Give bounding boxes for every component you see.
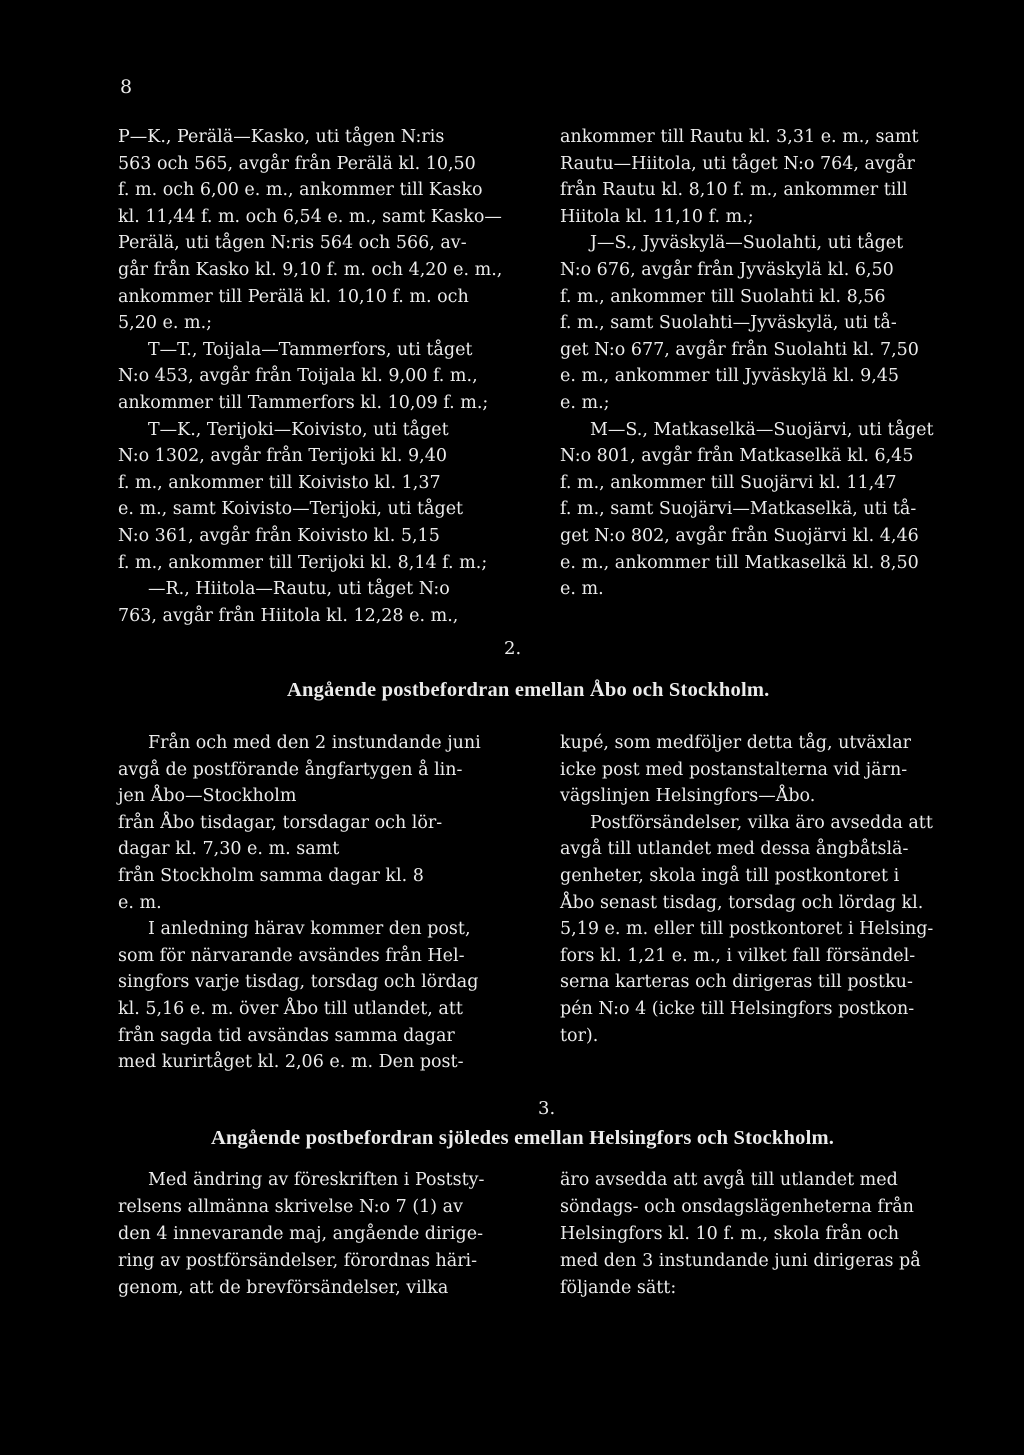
text-line: ankommer till Rautu kl. 3,31 e. m., samt (560, 127, 919, 147)
text-line: e. m., ankommer till Jyväskylä kl. 9,45 (560, 366, 900, 387)
section2-right-column (560, 730, 980, 1049)
text-line: 5,20 e. m.; (118, 313, 213, 334)
text-line: ankommer till Perälä kl. 10,10 f. m. och (118, 286, 469, 307)
text-line: Helsingfors kl. 10 f. m., skola från och (560, 1224, 900, 1244)
text-line: Perälä, uti tågen N:ris 564 och 566, av- (118, 233, 467, 254)
text-line: N:o 676, avgår från Jyväskylä kl. 6,50 (560, 259, 894, 280)
text-line: 563 och 565, avgår från Perälä kl. 10,50 (118, 153, 476, 174)
text-line: T—T., Toijala—Tammerfors, uti tåget (148, 339, 473, 360)
text-line: J—S., Jyväskylä—Suolahti, uti tåget (590, 233, 904, 254)
text-line: som för närvarande avsändes från Hel- (118, 945, 465, 966)
text-line: f. m. och 6,00 e. m., ankommer till Kasko (118, 180, 483, 201)
text-line: Hiitola kl. 11,10 f. m.; (560, 206, 754, 227)
text-line: söndags- och onsdagslägenheterna från (560, 1197, 914, 1217)
text-line: går från Kasko kl. 9,10 f. m. och 4,20 e. m., (118, 259, 503, 280)
text-line: genom, att de brevförsändelser, vilka (118, 1278, 449, 1298)
text-line: icke post med postanstalterna vid järn- (560, 759, 908, 780)
text-line: Åbo senast tisdag, torsdag och lördag kl. (560, 892, 924, 913)
text-line: avgå de postförande ångfartygen å lin- (118, 759, 463, 780)
text-line: get N:o 802, avgår från Suojärvi kl. 4,46 (560, 525, 919, 546)
text-line: ring av postförsändelser, förordnas häri- (118, 1251, 478, 1271)
text-line: e. m., samt Koivisto—Terijoki, uti tåget (118, 499, 464, 520)
text-line: T—K., Terijoki—Koivisto, uti tåget (148, 419, 449, 440)
text-line: serna karteras och dirigeras till postku- (560, 972, 913, 993)
text-line: ankommer till Tammerfors kl. 10,09 f. m.; (118, 392, 489, 413)
text-line: tor). (560, 1025, 599, 1046)
text-line: e. m. (118, 892, 162, 913)
text-line: kl. 5,16 e. m. över Åbo till utlandet, att (118, 998, 463, 1019)
page-number: 8 (120, 76, 133, 98)
section2-left-column (118, 730, 532, 1076)
text-line: från Åbo tisdagar, torsdagar och lör- (118, 812, 443, 833)
text-line: —R., Hiitola—Rautu, uti tåget N:o (148, 579, 450, 600)
text-line: från Stockholm samma dagar kl. 8 (118, 865, 424, 886)
text-line: med kurirtåget kl. 2,06 e. m. Den post- (118, 1052, 464, 1073)
text-line: från Rautu kl. 8,10 f. m., ankommer till (560, 180, 908, 201)
section1-right-column (560, 124, 980, 603)
text-line: följande sätt: (560, 1278, 677, 1298)
text-line: Från och med den 2 instundande juni (148, 733, 481, 753)
text-line: P—K., Perälä—Kasko, uti tågen N:ris (118, 127, 445, 147)
text-line: f. m., samt Suolahti—Jyväskylä, uti tå- (560, 313, 897, 334)
text-line: 763, avgår från Hiitola kl. 12,28 e. m., (118, 605, 459, 626)
section2-number: 2. (504, 638, 522, 659)
text-line: f. m., ankommer till Terijoki kl. 8,14 f. m.; (118, 552, 488, 573)
text-line: singfors varje tisdag, torsdag och lördag (118, 972, 479, 993)
text-line: vägslinjen Helsingfors—Åbo. (560, 786, 816, 807)
section3-left-column (118, 1167, 532, 1302)
text-line: Postförsändelser, vilka äro avsedda att (590, 812, 933, 833)
text-line: relsens allmänna skrivelse N:o 7 (1) av (118, 1197, 464, 1217)
section3-heading: Angående postbefordran sjöledes emellan Helsingfors och Stockholm. (211, 1127, 835, 1149)
text-line: Med ändring av föreskriften i Poststy- (148, 1170, 485, 1190)
text-line: 5,19 e. m. eller till postkontoret i Helsing- (560, 919, 934, 940)
text-line: N:o 801, avgår från Matkaselkä kl. 6,45 (560, 446, 914, 467)
text-line: kupé, som medföljer detta tåg, utväxlar (560, 733, 912, 753)
text-line: den 4 innevarande maj, angående dirige- (118, 1224, 483, 1244)
text-line: pén N:o 4 (icke till Helsingfors postkon- (560, 998, 915, 1019)
text-line: avgå till utlandet med dessa ångbåtslä- (560, 839, 909, 860)
text-line: dagar kl. 7,30 e. m. samt (118, 839, 340, 860)
section2-heading: Angående postbefordran emellan Åbo och Stockholm. (287, 679, 770, 701)
text-line: f. m., samt Suojärvi—Matkaselkä, uti tå- (560, 499, 917, 520)
text-line: genheter, skola ingå till postkontoret i (560, 865, 900, 886)
section3-number: 3. (538, 1098, 556, 1119)
text-line: e. m., ankommer till Matkaselkä kl. 8,50 (560, 552, 919, 573)
section1-left-column (118, 124, 532, 629)
text-line: e. m.; (560, 392, 610, 413)
text-line: f. m., ankommer till Koivisto kl. 1,37 (118, 472, 441, 493)
text-line: Rautu—Hiitola, uti tåget N:o 764, avgår (560, 153, 915, 174)
text-line: f. m., ankommer till Suolahti kl. 8,56 (560, 286, 886, 307)
text-line: N:o 453, avgår från Toijala kl. 9,00 f. m., (118, 366, 478, 387)
text-line: från sagda tid avsändas samma dagar (118, 1025, 455, 1046)
text-line: get N:o 677, avgår från Suolahti kl. 7,50 (560, 339, 919, 360)
text-line: äro avsedda att avgå till utlandet med (560, 1170, 898, 1190)
text-line: N:o 1302, avgår från Terijoki kl. 9,40 (118, 446, 447, 467)
text-line: M—S., Matkaselkä—Suojärvi, uti tåget (590, 419, 934, 440)
text-line: N:o 361, avgår från Koivisto kl. 5,15 (118, 525, 440, 546)
text-line: e. m. (560, 579, 604, 600)
text-line: jen Åbo—Stockholm (118, 786, 297, 807)
section3-right-column (560, 1167, 980, 1302)
text-line: I anledning härav kommer den post, (148, 919, 471, 940)
text-line: f. m., ankommer till Suojärvi kl. 11,47 (560, 472, 897, 493)
text-line: kl. 11,44 f. m. och 6,54 e. m., samt Kasko— (118, 206, 502, 227)
text-line: fors kl. 1,21 e. m., i vilket fall försändel- (560, 945, 916, 966)
text-line: med den 3 instundande juni dirigeras på (560, 1251, 921, 1271)
